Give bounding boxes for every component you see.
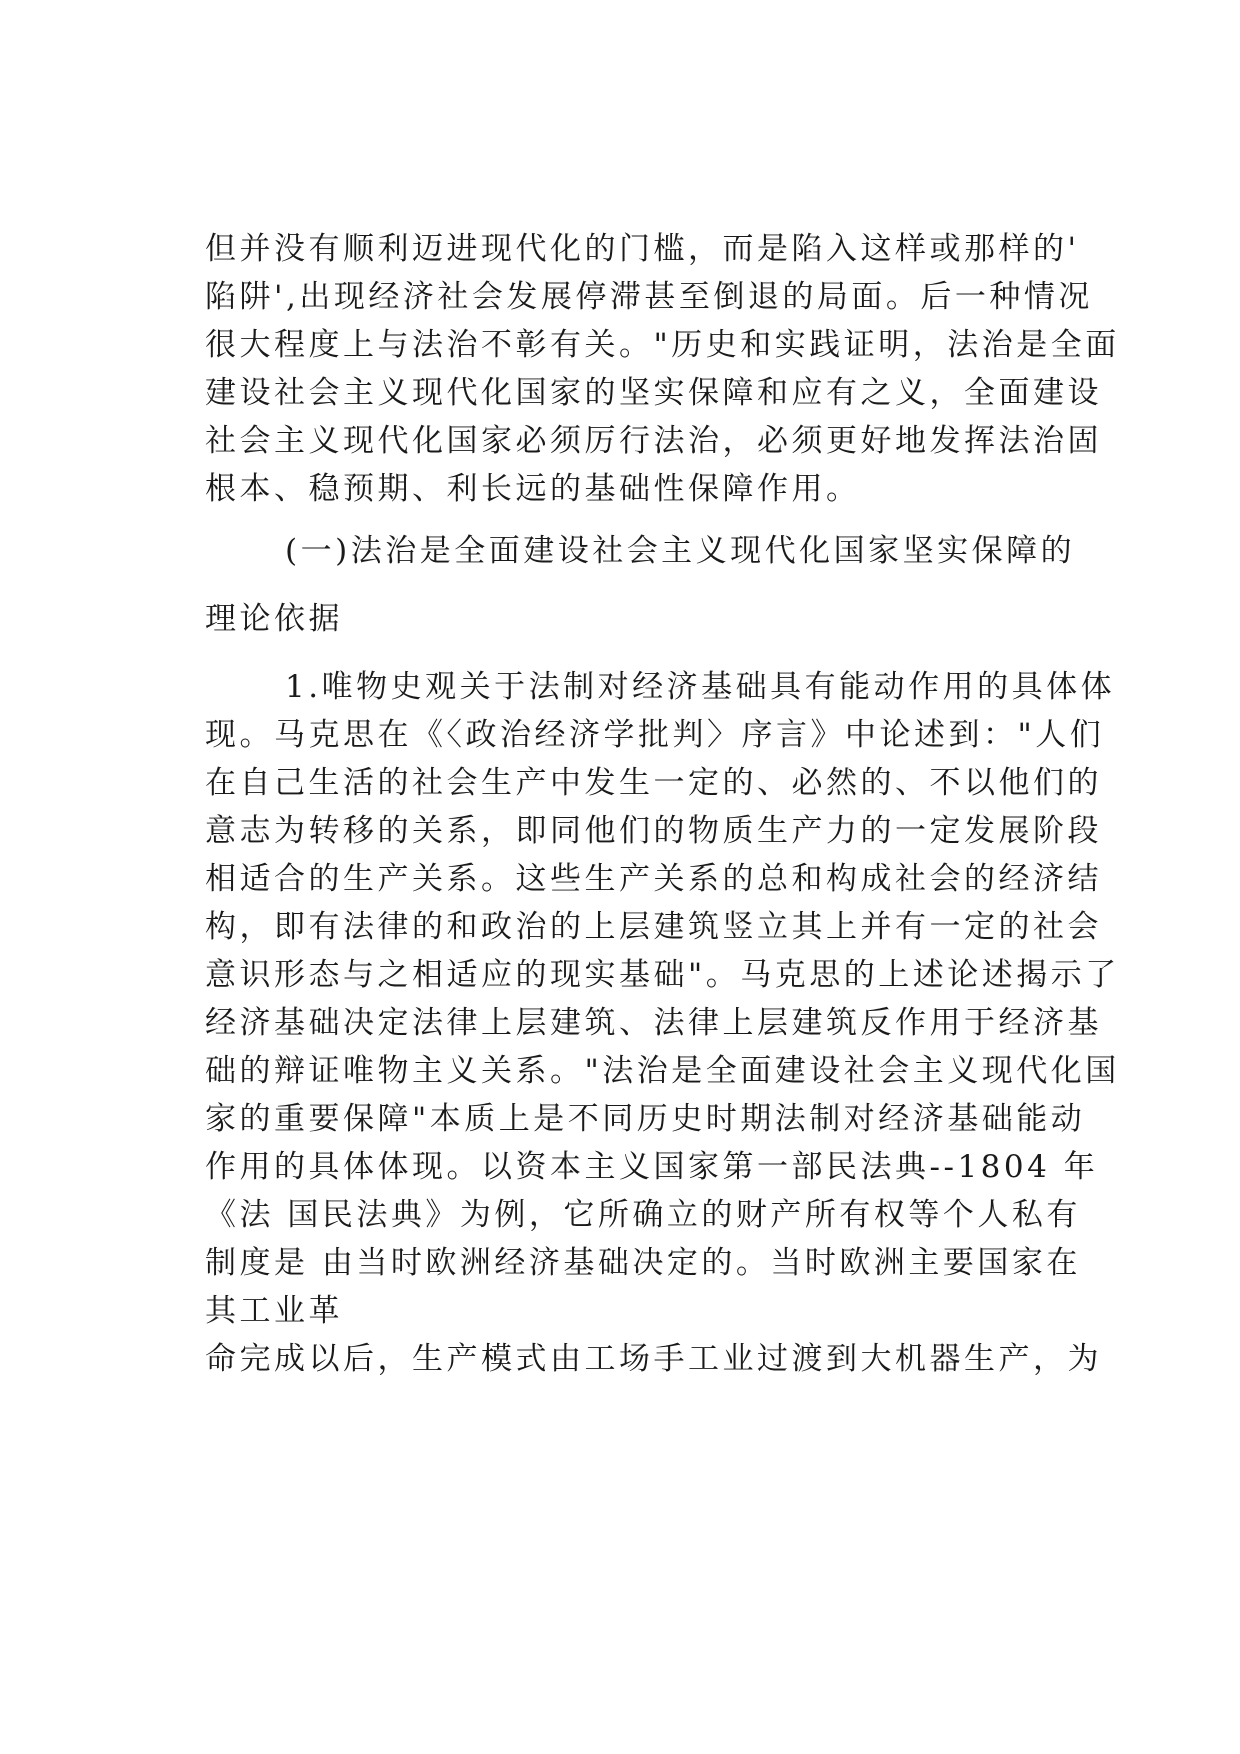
body-line-4: 建设社会主义现代化国家的坚实保障和应有之义，全面建设 — [205, 375, 1102, 411]
section-spacing — [205, 513, 1075, 527]
body-line-11: 在自己生活的社会生产中发生一定的、必然的、不以他们的 — [205, 765, 1102, 801]
body-line-2: 陷阱',出现经济社会发展停滞甚至倒退的局面。后一种情况 — [205, 279, 1093, 315]
body-line-3: 很大程度上与法治不彰有关。"历史和实践证明，法治是全面 — [205, 327, 1120, 363]
body-line-1: 但并没有顺利迈进现代化的门槛，而是陷入这样或那样的' — [205, 231, 1080, 267]
body-line-5: 社会主义现代化国家必须厉行法治，必须更好地发挥法治固 — [205, 423, 1102, 459]
section-heading-continued: 理论依据 — [205, 601, 343, 637]
section-heading: (一)法治是全面建设社会主义现代化国家坚实保障的 — [285, 533, 1076, 569]
body-line-22: 其工业革 — [205, 1293, 343, 1329]
body-line-18: 家的重要保障"本质上是不同历史时期法制对经济基础能动 — [205, 1101, 1086, 1137]
body-line-15: 意识形态与之相适应的现实基础"。马克思的上述论述揭示了 — [205, 957, 1120, 993]
document-body — [205, 225, 1120, 1383]
body-line-6: 根本、稳预期、利长远的基础性保障作用。 — [205, 471, 861, 507]
body-line-14: 构，即有法律的和政治的上层建筑竖立其上并有一定的社会 — [205, 909, 1102, 945]
numbered-paragraph-start: 1.唯物史观关于法制对经济基础具有能动作用的具体体 — [285, 669, 1116, 705]
body-line-16: 经济基础决定法律上层建筑、法律上层建筑反作用于经济基 — [205, 1005, 1102, 1041]
body-line-10: 现。马克思在《〈政治经济学批判〉序言》中论述到："人们 — [205, 717, 1105, 753]
section-spacing — [205, 643, 1075, 663]
body-line-20: 《法 国民法典》为例，它所确立的财产所有权等个人私有 — [205, 1197, 1081, 1233]
body-line-17: 础的辩证唯物主义关系。"法治是全面建设社会主义现代化国 — [205, 1053, 1120, 1089]
body-line-19: 作用的具体体现。以资本主义国家第一部民法典--1804 年 — [205, 1149, 1099, 1185]
body-line-13: 相适合的生产关系。这些生产关系的总和构成社会的经济结 — [205, 861, 1102, 897]
section-spacing — [205, 575, 1075, 595]
body-line-12: 意志为转移的关系，即同他们的物质生产力的一定发展阶段 — [205, 813, 1102, 849]
body-line-23: 命完成以后，生产模式由工场手工业过渡到大机器生产，为 — [205, 1341, 1102, 1377]
body-line-21: 制度是 由当时欧洲经济基础决定的。当时欧洲主要国家在 — [205, 1245, 1081, 1281]
